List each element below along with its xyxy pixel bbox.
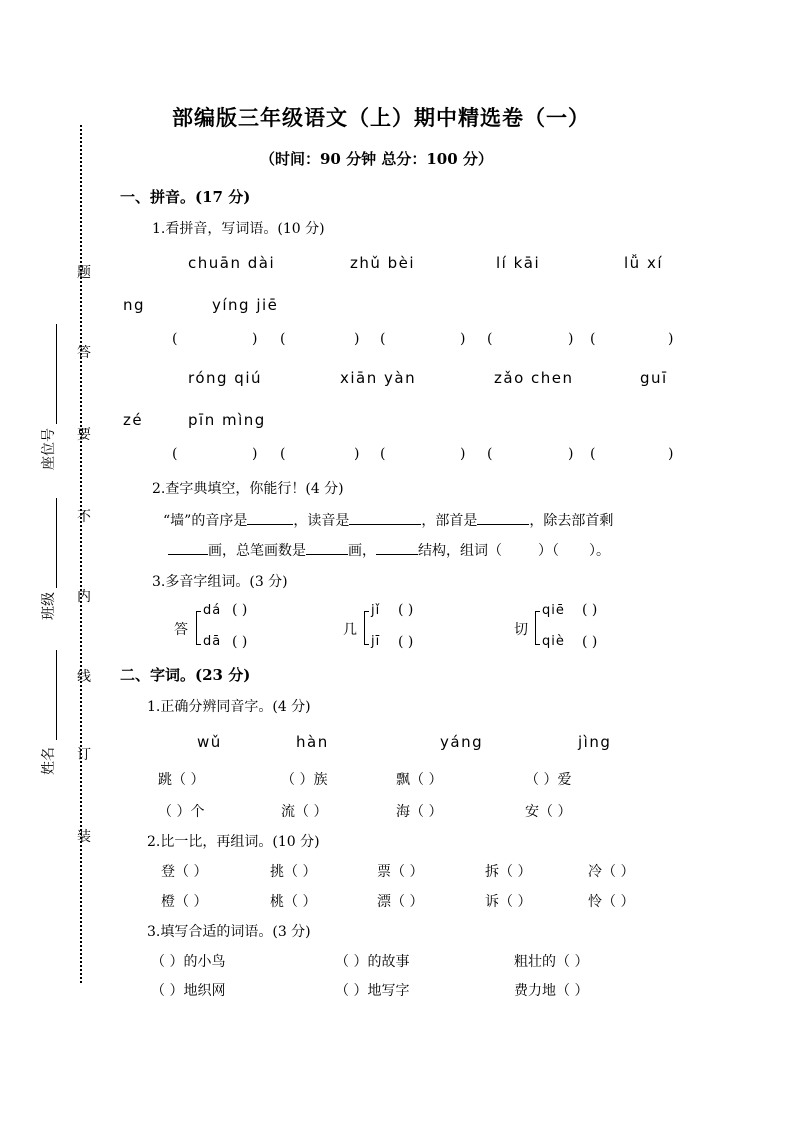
pinyin-item: wǔ — [197, 733, 222, 751]
binding-char: 不 — [77, 509, 91, 525]
compare-item: 怜（ ） — [588, 894, 635, 910]
binding-char: 题 — [77, 265, 91, 281]
answer-paren-close: ) — [460, 446, 466, 462]
class-label: 班级 — [41, 592, 57, 620]
fill-word-item: 费力地（ ） — [514, 983, 589, 999]
binding-dotted-line — [80, 125, 82, 983]
compare-item: 橙（ ） — [161, 894, 208, 910]
polyphonic-char: 几 — [343, 622, 357, 638]
text: ，读音是 — [293, 513, 350, 529]
name-write-line — [56, 650, 57, 740]
section-2-heading: 二、字词。(23 分) — [120, 666, 251, 684]
answer-paren-close: ) — [354, 331, 360, 347]
question-2-3-label: 3.填写合适的词语。(3 分) — [147, 924, 311, 940]
answer-paren: ( ) — [582, 602, 598, 618]
compare-item: 诉（ ） — [485, 894, 532, 910]
pinyin-item: jìng — [578, 733, 612, 751]
pinyin-reading: qiē — [542, 603, 565, 618]
pinyin-item: zhǔ bèi — [350, 254, 416, 272]
answer-paren-close: ) — [354, 446, 360, 462]
blank[interactable] — [247, 510, 293, 525]
answer-paren-close: ) — [568, 331, 574, 347]
answer-paren-close: ) — [668, 446, 674, 462]
pinyin-item: lǚ xí — [624, 254, 663, 272]
answer-paren-open: ( — [590, 446, 596, 462]
text: 画，总笔画数是 — [208, 543, 306, 559]
pinyin-item: ng — [123, 296, 146, 314]
pinyin-item: pīn mìng — [188, 411, 266, 429]
answer-paren: ( ) — [232, 634, 248, 650]
question-1-2-label: 2.查字典填空，你能行！(4 分) — [152, 481, 344, 497]
answer-paren-open: ( — [487, 446, 493, 462]
compare-item: 票（ ） — [377, 864, 424, 880]
compare-item: 登（ ） — [161, 864, 208, 880]
homophone-item: （ ）个 — [158, 804, 205, 820]
question-2-2-label: 2.比一比，再组词。(10 分) — [147, 834, 320, 850]
seat-number-label: 座位号 — [41, 428, 57, 470]
answer-paren-open: ( — [487, 331, 493, 347]
homophone-item: 流（ ） — [281, 804, 328, 820]
pinyin-item: xiān yàn — [340, 369, 417, 387]
pinyin-item: hàn — [296, 733, 329, 751]
compare-item: 挑（ ） — [270, 864, 317, 880]
pinyin-item: zǎo chen — [494, 369, 574, 387]
text: ）。 — [589, 543, 610, 559]
name-label: 姓名 — [41, 747, 57, 775]
compare-item: 漂（ ） — [377, 894, 424, 910]
compare-item: 桃（ ） — [270, 894, 317, 910]
dictionary-fill-line-1 — [163, 510, 613, 530]
homophone-item: 海（ ） — [396, 804, 443, 820]
section-1-heading: 一、拼音。(17 分) — [120, 188, 251, 206]
binding-char: 装 — [77, 829, 91, 845]
polyphonic-char: 切 — [514, 622, 528, 638]
fill-word-item: （ ）地写字 — [335, 983, 410, 999]
blank[interactable] — [477, 510, 529, 525]
answer-paren-open: ( — [380, 331, 386, 347]
bracket — [535, 611, 540, 645]
homophone-item: 安（ ） — [525, 804, 572, 820]
pinyin-item: yáng — [440, 733, 484, 751]
answer-paren-close: ) — [460, 331, 466, 347]
blank[interactable] — [376, 540, 418, 555]
fill-word-item: （ ）的小鸟 — [151, 954, 226, 970]
text: 结构，组词（ — [418, 543, 502, 559]
class-write-line — [56, 498, 57, 588]
answer-paren-open: ( — [280, 446, 286, 462]
seat-number-write-line — [56, 324, 57, 424]
question-1-1-label: 1.看拼音，写词语。(10 分) — [152, 221, 325, 237]
polyphonic-char: 答 — [174, 622, 188, 638]
pinyin-item: zé — [123, 411, 144, 429]
binding-char: 线 — [77, 669, 91, 685]
answer-paren-close: ) — [252, 446, 258, 462]
fill-word-item: 粗壮的（ ） — [514, 954, 589, 970]
homophone-item: 跳（ ） — [158, 772, 205, 788]
answer-paren: ( ) — [582, 634, 598, 650]
page-subtitle: （时间：90 分钟 总分：100 分） — [260, 150, 493, 168]
question-1-3-label: 3.多音字组词。(3 分) — [152, 574, 288, 590]
pinyin-item: guī — [640, 369, 668, 387]
blank[interactable] — [168, 540, 208, 555]
dictionary-fill-line-2 — [168, 540, 610, 560]
answer-paren-open: ( — [172, 446, 178, 462]
answer-paren-open: ( — [172, 331, 178, 347]
bracket — [364, 611, 369, 645]
homophone-item: 飘（ ） — [396, 772, 443, 788]
fill-word-item: （ ）地织网 — [151, 983, 226, 999]
text: “墙”的音序是 — [163, 513, 248, 529]
pinyin-reading: jǐ — [371, 603, 381, 618]
answer-paren: ( ) — [398, 634, 414, 650]
answer-paren-open: ( — [590, 331, 596, 347]
binding-char: 要 — [77, 427, 91, 443]
text: 画， — [348, 543, 376, 559]
answer-paren-open: ( — [280, 331, 286, 347]
pinyin-reading: qiè — [542, 634, 565, 649]
pinyin-item: chuān dài — [188, 254, 276, 272]
binding-char: 内 — [77, 589, 91, 605]
answer-paren-close: ) — [668, 331, 674, 347]
compare-item: 拆（ ） — [485, 864, 532, 880]
pinyin-reading: jī — [371, 634, 381, 649]
text: ）（ — [538, 543, 559, 559]
text: ，部首是 — [421, 513, 478, 529]
answer-paren-close: ) — [252, 331, 258, 347]
question-2-1-label: 1.正确分辨同音字。(4 分) — [147, 699, 311, 715]
pinyin-item: yíng jiē — [212, 296, 279, 314]
page-title: 部编版三年级语文（上）期中精选卷（一） — [172, 105, 590, 130]
answer-paren: ( ) — [398, 602, 414, 618]
pinyin-reading: dā — [203, 634, 222, 649]
homophone-item: （ ）族 — [281, 772, 328, 788]
homophone-item: （ ）爱 — [525, 772, 572, 788]
text: ，除去部首剩 — [529, 513, 614, 529]
bracket — [196, 611, 201, 645]
answer-paren-close: ) — [568, 446, 574, 462]
blank[interactable] — [349, 510, 421, 525]
pinyin-reading: dá — [203, 603, 222, 618]
pinyin-item: róng qiú — [188, 369, 263, 387]
pinyin-item: lí kāi — [496, 254, 541, 272]
compare-item: 冷（ ） — [588, 864, 635, 880]
answer-paren-open: ( — [380, 446, 386, 462]
fill-word-item: （ ）的故事 — [335, 954, 410, 970]
answer-paren: ( ) — [232, 602, 248, 618]
binding-char: 答 — [77, 345, 91, 361]
binding-char: 订 — [77, 747, 91, 763]
blank[interactable] — [306, 540, 348, 555]
